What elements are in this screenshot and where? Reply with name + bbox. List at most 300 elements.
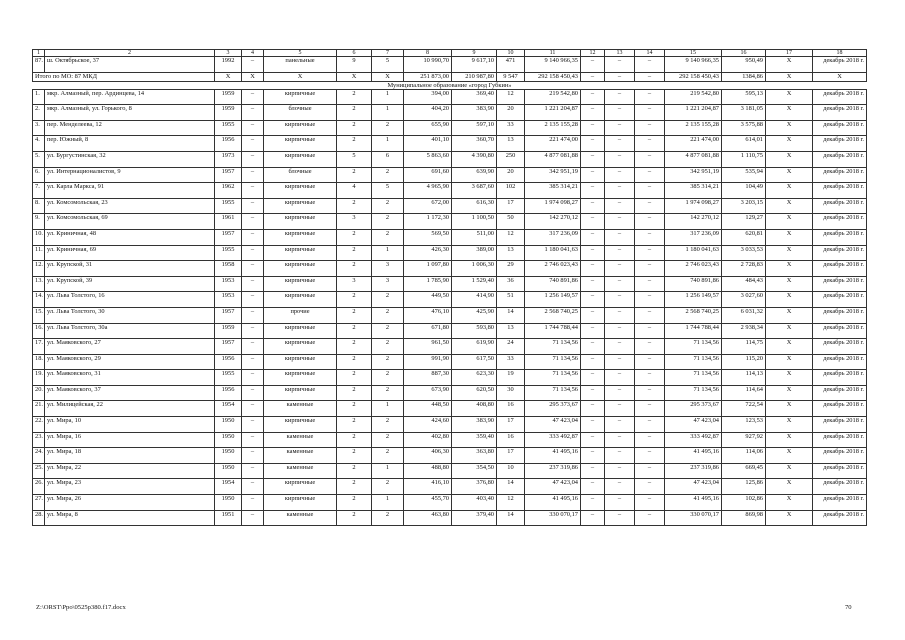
residents: 10	[497, 463, 525, 479]
repair-cost: 142 270,12	[665, 214, 722, 230]
living-area: 383,90	[452, 417, 497, 433]
deadline: декабрь 2018 г.	[813, 479, 867, 495]
total-cost: 2 135 155,28	[525, 120, 581, 136]
cost-per-sqm: 125,86	[722, 479, 766, 495]
residents: 12	[497, 495, 525, 511]
column-number-header: 14	[635, 50, 665, 57]
total-cost: 47 423,04	[525, 479, 581, 495]
cell-col4: –	[242, 323, 264, 339]
total-cost: 41 495,16	[525, 495, 581, 511]
cell-col12: –	[581, 339, 605, 355]
address: ул. Мира, 22	[45, 463, 215, 479]
cell-col4: –	[242, 401, 264, 417]
floors: 2	[337, 401, 372, 417]
deadline: декабрь 2018 г.	[813, 417, 867, 433]
row-number: 19.	[33, 370, 45, 386]
wall-material: кирпичные	[264, 370, 337, 386]
wall-material: кирпичные	[264, 276, 337, 292]
floors: 2	[337, 229, 372, 245]
build-year: 1950	[215, 463, 242, 479]
cost-per-sqm: 123,53	[722, 417, 766, 433]
cost-per-sqm: 869,98	[722, 510, 766, 526]
cell-col4: –	[242, 479, 264, 495]
column-number-header: 1	[33, 50, 45, 57]
row-number: 8.	[33, 198, 45, 214]
total-cost: 71 134,56	[525, 354, 581, 370]
wall-material: кирпичные	[264, 385, 337, 401]
floors: 2	[337, 432, 372, 448]
cell-col12: –	[581, 448, 605, 464]
cell-col17: X	[766, 89, 813, 105]
floors: 2	[337, 354, 372, 370]
entrances: 2	[372, 370, 404, 386]
cell-col14: –	[635, 401, 665, 417]
column-number-header: 3	[215, 50, 242, 57]
total-area: 404,20	[404, 105, 452, 121]
total-cost: 740 891,86	[525, 276, 581, 292]
table-row	[33, 57, 867, 73]
repair-cost: 740 891,86	[665, 276, 722, 292]
address: ул. Льва Толстого, 30	[45, 307, 215, 323]
repair-cost: 342 951,19	[665, 167, 722, 183]
table-row	[33, 385, 867, 401]
row-number: 7.	[33, 183, 45, 199]
total-cost: 333 492,87	[525, 432, 581, 448]
entrances: 2	[372, 167, 404, 183]
repair-cost: 385 314,21	[665, 183, 722, 199]
wall-material: кирпичные	[264, 261, 337, 277]
total-cost: 385 314,21	[525, 183, 581, 199]
address: ул. Мира, 10	[45, 417, 215, 433]
residents: 33	[497, 120, 525, 136]
row-number: 24.	[33, 448, 45, 464]
residents: 33	[497, 354, 525, 370]
address: ул. Комсомольская, 69	[45, 214, 215, 230]
cell-col13: –	[605, 370, 635, 386]
deadline: декабрь 2018 г.	[813, 339, 867, 355]
cell-col4: –	[242, 198, 264, 214]
deadline: декабрь 2018 г.	[813, 432, 867, 448]
row-number: 15.	[33, 307, 45, 323]
floors: 2	[337, 479, 372, 495]
table-row	[33, 370, 867, 386]
address: пер. Менделеева, 12	[45, 120, 215, 136]
cell-col14: –	[635, 479, 665, 495]
cell-col17: X	[766, 463, 813, 479]
total-area: 394,00	[404, 89, 452, 105]
column-number-header: 7	[372, 50, 404, 57]
cell-col4: –	[242, 292, 264, 308]
cell-col12: –	[581, 229, 605, 245]
table-row	[33, 229, 867, 245]
build-year: 1959	[215, 323, 242, 339]
total-area: 401,10	[404, 136, 452, 152]
build-year: 1956	[215, 385, 242, 401]
build-year: 1950	[215, 495, 242, 511]
floors: 2	[337, 261, 372, 277]
cell-col13: –	[605, 401, 635, 417]
repair-cost: 41 495,16	[665, 448, 722, 464]
wall-material: каменные	[264, 432, 337, 448]
cell-col4: –	[242, 136, 264, 152]
living-area: 511,00	[452, 229, 497, 245]
column-number-header: 18	[813, 50, 867, 57]
repair-cost: 2 746 023,43	[665, 261, 722, 277]
header-row	[33, 50, 867, 57]
column-number-header: 17	[766, 50, 813, 57]
cell-col12: –	[581, 323, 605, 339]
living-area: 623,30	[452, 370, 497, 386]
address: ул. Мира, 16	[45, 432, 215, 448]
build-year: 1957	[215, 167, 242, 183]
column-number-header: 4	[242, 50, 264, 57]
build-year: 1956	[215, 354, 242, 370]
residents: 29	[497, 261, 525, 277]
cell-col4: –	[242, 385, 264, 401]
build-year: 1953	[215, 276, 242, 292]
cell-col17: X	[766, 261, 813, 277]
row-number: 22.	[33, 417, 45, 433]
cell-col13: –	[605, 89, 635, 105]
cell-col12: –	[581, 495, 605, 511]
row-number: 28.	[33, 510, 45, 526]
row-number: 9.	[33, 214, 45, 230]
row-number: 21.	[33, 401, 45, 417]
cost-per-sqm: 3 033,53	[722, 245, 766, 261]
address: ул. Маяковского, 27	[45, 339, 215, 355]
total-cost: 317 236,09	[525, 229, 581, 245]
cell-col13: –	[605, 105, 635, 121]
address: ш. Октябрьское, 37	[45, 57, 215, 73]
wall-material: кирпичные	[264, 229, 337, 245]
table-row	[33, 167, 867, 183]
total-area: 463,80	[404, 510, 452, 526]
total-cell: X	[813, 72, 867, 81]
cell-col13: –	[605, 136, 635, 152]
deadline: декабрь 2018 г.	[813, 57, 867, 73]
column-number-header: 8	[404, 50, 452, 57]
cell-col14: –	[635, 261, 665, 277]
cost-per-sqm: 104,49	[722, 183, 766, 199]
cell-col4: –	[242, 120, 264, 136]
total-cost: 295 373,67	[525, 401, 581, 417]
table-row	[33, 276, 867, 292]
cost-per-sqm: 535,94	[722, 167, 766, 183]
repair-cost: 41 495,16	[665, 495, 722, 511]
row-number: 6.	[33, 167, 45, 183]
repair-cost: 4 877 081,88	[665, 151, 722, 167]
table-row	[33, 89, 867, 105]
repair-cost: 221 474,00	[665, 136, 722, 152]
total-cost: 292 158 450,43	[525, 72, 581, 81]
row-number: 13.	[33, 276, 45, 292]
floors: 2	[337, 105, 372, 121]
total-cost: 71 134,56	[525, 385, 581, 401]
build-year: 1954	[215, 479, 242, 495]
entrances: 2	[372, 417, 404, 433]
living-area: 639,90	[452, 167, 497, 183]
cell-col17: X	[766, 495, 813, 511]
floors: 9	[337, 57, 372, 73]
total-cell: X	[766, 72, 813, 81]
total-area: 5 863,60	[404, 151, 452, 167]
cell-col17: X	[766, 401, 813, 417]
entrances: 2	[372, 385, 404, 401]
total-area: 448,50	[404, 401, 452, 417]
cell-col12: –	[581, 151, 605, 167]
cell-col13: –	[605, 495, 635, 511]
living-area: 620,50	[452, 385, 497, 401]
cell-col14: –	[635, 510, 665, 526]
cost-per-sqm: 722,54	[722, 401, 766, 417]
wall-material: кирпичные	[264, 339, 337, 355]
residents: 17	[497, 448, 525, 464]
cell-col4: –	[242, 245, 264, 261]
deadline: декабрь 2018 г.	[813, 495, 867, 511]
deadline: декабрь 2018 г.	[813, 354, 867, 370]
total-cost: 71 134,56	[525, 370, 581, 386]
cell-col13: –	[605, 339, 635, 355]
total-cell: –	[635, 72, 665, 81]
total-area: 671,80	[404, 323, 452, 339]
wall-material: кирпичные	[264, 214, 337, 230]
row-number: 10.	[33, 229, 45, 245]
cell-col12: –	[581, 307, 605, 323]
cell-col12: –	[581, 167, 605, 183]
floors: 2	[337, 245, 372, 261]
repair-cost: 1 744 788,44	[665, 323, 722, 339]
residents: 471	[497, 57, 525, 73]
cell-col14: –	[635, 229, 665, 245]
deadline: декабрь 2018 г.	[813, 292, 867, 308]
cell-col17: X	[766, 479, 813, 495]
wall-material: кирпичные	[264, 120, 337, 136]
repair-cost: 317 236,09	[665, 229, 722, 245]
cell-col13: –	[605, 510, 635, 526]
cell-col13: –	[605, 183, 635, 199]
cell-col4: –	[242, 463, 264, 479]
deadline: декабрь 2018 г.	[813, 448, 867, 464]
living-area: 1 006,30	[452, 261, 497, 277]
cell-col17: X	[766, 136, 813, 152]
cell-col17: X	[766, 417, 813, 433]
cell-col14: –	[635, 245, 665, 261]
cost-per-sqm: 3 575,88	[722, 120, 766, 136]
address: мкр. Алмазный, ул. Горького, 8	[45, 105, 215, 121]
deadline: декабрь 2018 г.	[813, 120, 867, 136]
table-row	[33, 214, 867, 230]
total-cost: 2 568 740,25	[525, 307, 581, 323]
residents: 250	[497, 151, 525, 167]
total-cost: 41 495,16	[525, 448, 581, 464]
table-row	[33, 479, 867, 495]
row-number: 12.	[33, 261, 45, 277]
row-number: 4.	[33, 136, 45, 152]
total-repair-cost: 292 158 450,43	[665, 72, 722, 81]
cost-per-sqm: 114,75	[722, 339, 766, 355]
wall-material: кирпичные	[264, 323, 337, 339]
table-row	[33, 339, 867, 355]
wall-material: кирпичные	[264, 245, 337, 261]
cell-col14: –	[635, 214, 665, 230]
cell-col14: –	[635, 448, 665, 464]
cell-col13: –	[605, 198, 635, 214]
entrances: 1	[372, 495, 404, 511]
entrances: 1	[372, 89, 404, 105]
row-number: 20.	[33, 385, 45, 401]
cell-col17: X	[766, 510, 813, 526]
table-row	[33, 307, 867, 323]
wall-material: кирпичные	[264, 354, 337, 370]
cell-col12: –	[581, 57, 605, 73]
cell-col13: –	[605, 323, 635, 339]
living-area: 597,10	[452, 120, 497, 136]
cell-col12: –	[581, 510, 605, 526]
entrances: 1	[372, 105, 404, 121]
table-row	[33, 198, 867, 214]
residents: 14	[497, 510, 525, 526]
cell-col12: –	[581, 479, 605, 495]
cost-per-sqm: 3 181,05	[722, 105, 766, 121]
total-area: 449,50	[404, 292, 452, 308]
row-number: 23.	[33, 432, 45, 448]
cell-col12: –	[581, 401, 605, 417]
total-area: 1 785,90	[404, 276, 452, 292]
cost-per-sqm: 3 027,60	[722, 292, 766, 308]
cell-col4: –	[242, 510, 264, 526]
total-cost-per-sqm: 1384,86	[722, 72, 766, 81]
total-cost: 1 974 098,27	[525, 198, 581, 214]
table-row	[33, 183, 867, 199]
row-number: 17.	[33, 339, 45, 355]
floors: 2	[337, 323, 372, 339]
build-year: 1953	[215, 292, 242, 308]
wall-material: кирпичные	[264, 89, 337, 105]
row-number: 5.	[33, 151, 45, 167]
column-number-header: 9	[452, 50, 497, 57]
cell-col12: –	[581, 105, 605, 121]
entrances: 2	[372, 510, 404, 526]
total-cell: –	[605, 72, 635, 81]
deadline: декабрь 2018 г.	[813, 401, 867, 417]
cost-per-sqm: 114,06	[722, 448, 766, 464]
address: ул. Мира, 8	[45, 510, 215, 526]
living-area: 369,40	[452, 89, 497, 105]
cell-col13: –	[605, 432, 635, 448]
cost-per-sqm: 114,13	[722, 370, 766, 386]
housing-table	[32, 49, 867, 526]
cost-per-sqm: 115,20	[722, 354, 766, 370]
floors: 2	[337, 417, 372, 433]
cell-col14: –	[635, 120, 665, 136]
page-number: 70	[845, 604, 852, 611]
wall-material: кирпичные	[264, 417, 337, 433]
cost-per-sqm: 484,43	[722, 276, 766, 292]
living-area: 363,80	[452, 448, 497, 464]
address: ул. Мира, 26	[45, 495, 215, 511]
address: ул. Криничная, 48	[45, 229, 215, 245]
cell-col17: X	[766, 57, 813, 73]
repair-cost: 71 134,56	[665, 354, 722, 370]
cell-col14: –	[635, 276, 665, 292]
entrances: 1	[372, 463, 404, 479]
total-area: 488,80	[404, 463, 452, 479]
floors: 2	[337, 510, 372, 526]
table-row	[33, 151, 867, 167]
table-row	[33, 510, 867, 526]
wall-material: каменные	[264, 510, 337, 526]
cell-col12: –	[581, 417, 605, 433]
cell-col14: –	[635, 167, 665, 183]
repair-cost: 1 221 204,87	[665, 105, 722, 121]
total-label: Итого по МО: 87 МКД	[33, 72, 215, 81]
deadline: декабрь 2018 г.	[813, 463, 867, 479]
floors: 3	[337, 214, 372, 230]
cell-col14: –	[635, 463, 665, 479]
total-cell: X	[264, 72, 337, 81]
cell-col12: –	[581, 261, 605, 277]
entrances: 2	[372, 198, 404, 214]
cell-col17: X	[766, 385, 813, 401]
entrances: 2	[372, 323, 404, 339]
total-cost: 4 877 081,88	[525, 151, 581, 167]
column-number-header: 6	[337, 50, 372, 57]
cell-col13: –	[605, 385, 635, 401]
repair-cost: 2 135 155,28	[665, 120, 722, 136]
living-area: 9 617,10	[452, 57, 497, 73]
floors: 2	[337, 292, 372, 308]
cell-col14: –	[635, 198, 665, 214]
residents: 17	[497, 417, 525, 433]
build-year: 1956	[215, 136, 242, 152]
address: ул. Мира, 23	[45, 479, 215, 495]
total-row	[33, 72, 867, 81]
total-area: 406,30	[404, 448, 452, 464]
total-cell: X	[372, 72, 404, 81]
row-number: 25.	[33, 463, 45, 479]
residents: 36	[497, 276, 525, 292]
table-row	[33, 417, 867, 433]
cell-col4: –	[242, 229, 264, 245]
cell-col13: –	[605, 463, 635, 479]
wall-material: кирпичные	[264, 479, 337, 495]
living-area: 1 100,50	[452, 214, 497, 230]
cell-col12: –	[581, 89, 605, 105]
total-area: 251 873,00	[404, 72, 452, 81]
row-number: 27.	[33, 495, 45, 511]
municipality-title: Муниципальное образование «город Губкин»	[33, 81, 867, 89]
build-year: 1959	[215, 89, 242, 105]
cell-col13: –	[605, 151, 635, 167]
build-year: 1955	[215, 245, 242, 261]
wall-material: каменные	[264, 463, 337, 479]
repair-cost: 71 134,56	[665, 385, 722, 401]
cell-col12: –	[581, 120, 605, 136]
total-cost: 47 423,04	[525, 417, 581, 433]
living-area: 617,50	[452, 354, 497, 370]
total-area: 655,90	[404, 120, 452, 136]
living-area: 616,30	[452, 198, 497, 214]
floors: 2	[337, 136, 372, 152]
table-row	[33, 292, 867, 308]
column-number-header: 15	[665, 50, 722, 57]
build-year: 1951	[215, 510, 242, 526]
cell-col17: X	[766, 229, 813, 245]
living-area: 403,40	[452, 495, 497, 511]
cell-col13: –	[605, 229, 635, 245]
cell-col4: –	[242, 432, 264, 448]
wall-material: кирпичные	[264, 136, 337, 152]
